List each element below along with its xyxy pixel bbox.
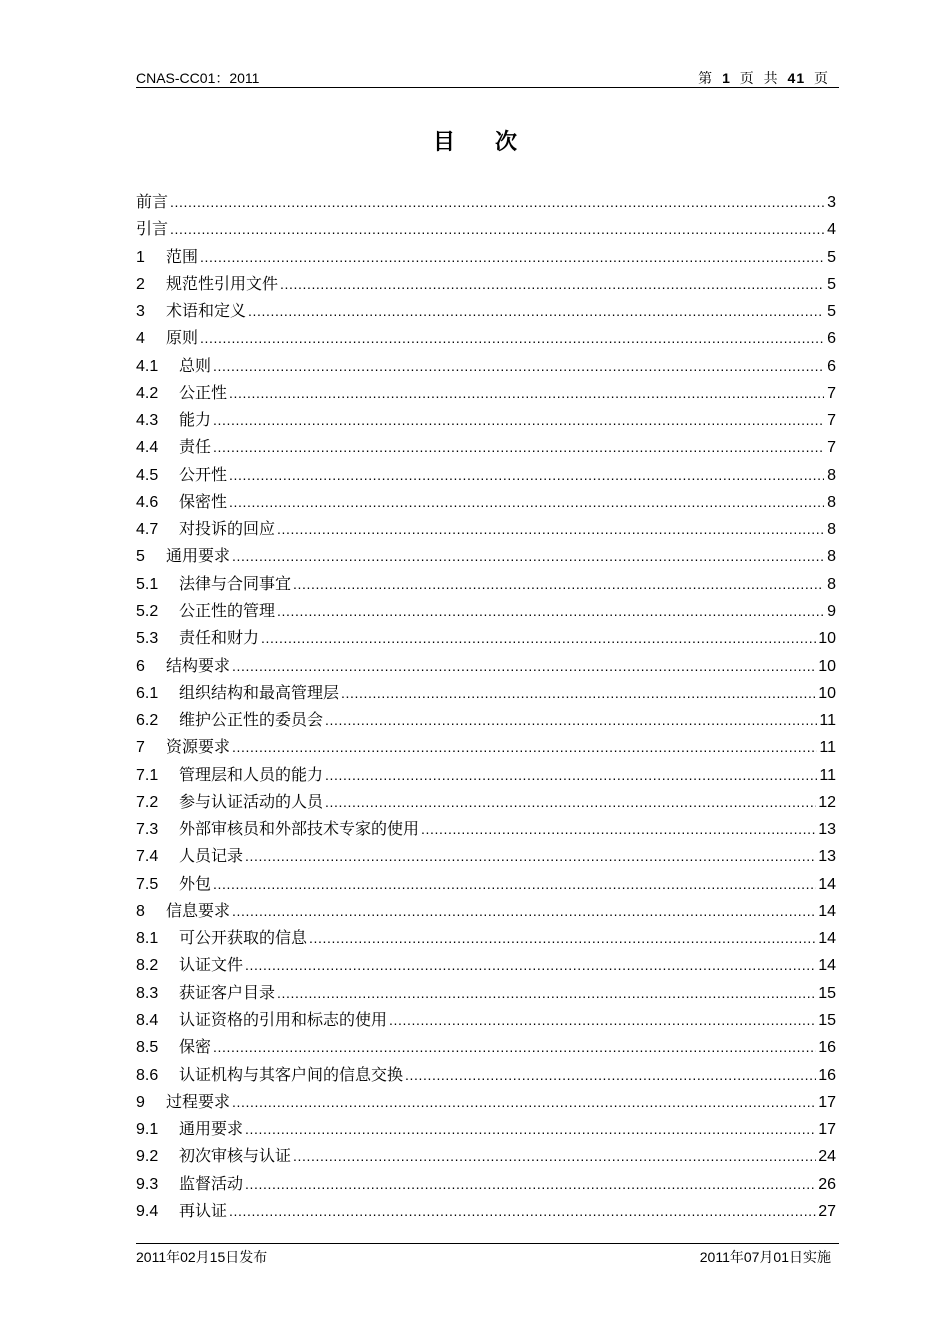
toc-entry-title: 前言 (136, 192, 169, 211)
dot-leader (213, 434, 824, 461)
dot-leader (232, 653, 816, 680)
dot-leader (261, 625, 816, 652)
toc-entry[interactable] (136, 924, 836, 951)
dot-leader (277, 598, 824, 625)
toc-entry-title: 范围 (166, 246, 199, 266)
dot-leader (245, 843, 816, 870)
dot-leader (170, 189, 824, 216)
toc-entry-title: 公开性 (179, 464, 228, 484)
dot-leader (200, 244, 824, 271)
dot-leader (232, 898, 816, 925)
toc-entry[interactable] (136, 951, 836, 978)
toc-entry-title: 参与认证活动的人员 (179, 791, 324, 811)
toc-entry[interactable] (136, 652, 836, 679)
toc-entry-title: 通用要求 (166, 546, 231, 566)
toc-entry-page: 9 (827, 602, 836, 620)
page-footer (136, 1243, 839, 1265)
toc-entry-title: 公正性的管理 (179, 600, 276, 620)
toc-entry[interactable] (136, 1197, 836, 1224)
page-word-gong: 共 (763, 70, 779, 86)
toc-entry-title: 引言 (136, 219, 169, 239)
toc-entry-number: 4.5 (136, 466, 159, 484)
toc-entry[interactable] (136, 761, 836, 788)
toc-entry-title: 组织结构和最高管理层 (179, 682, 340, 702)
toc-entry[interactable] (136, 733, 836, 760)
page-word-ye-2: 页 (814, 70, 829, 86)
toc-entry-page: 14 (818, 957, 836, 975)
toc-entry-title: 责任 (179, 437, 212, 457)
toc-entry-title: 通用要求 (179, 1119, 244, 1139)
toc-entry-number: 8.2 (136, 957, 159, 975)
page-word-ye: 页 (739, 70, 755, 86)
toc-entry-number: 9.2 (136, 1148, 159, 1166)
dot-leader (229, 1198, 816, 1225)
toc-entry-page: 8 (827, 548, 836, 566)
toc-entry-number: 8.5 (136, 1039, 159, 1057)
toc-entry-title: 规范性引用文件 (166, 273, 279, 293)
dot-leader (248, 298, 824, 325)
toc-entry-page: 17 (818, 1093, 836, 1111)
toc-entry[interactable] (136, 515, 836, 542)
toc-entry-number: 4.2 (136, 384, 159, 402)
toc-entry-title: 认证文件 (179, 955, 244, 975)
toc-entry[interactable] (136, 406, 836, 433)
dot-leader (229, 489, 824, 516)
page-title: 目次 (432, 130, 557, 155)
toc-entry[interactable] (136, 679, 836, 706)
toc-entry-title: 监督活动 (179, 1173, 244, 1193)
toc-entry-number: 4 (136, 330, 145, 348)
toc-entry[interactable] (136, 324, 836, 351)
toc-entry-title: 外包 (179, 873, 212, 893)
toc-entry-page: 7 (827, 412, 836, 430)
toc-entry-number: 8 (136, 902, 145, 920)
dot-leader (232, 734, 817, 761)
toc-entry-title: 再认证 (179, 1200, 228, 1220)
dot-leader (341, 680, 816, 707)
dot-leader (277, 980, 816, 1007)
toc-entry-page: 11 (819, 712, 836, 730)
toc-entry-page: 15 (818, 1011, 836, 1029)
toc-entry[interactable] (136, 379, 836, 406)
dot-leader (229, 380, 824, 407)
toc-entry-page: 10 (818, 684, 836, 702)
dot-leader (421, 816, 816, 843)
toc-entry-title: 认证机构与其客户间的信息交换 (179, 1064, 404, 1084)
toc-entry-number: 6.1 (136, 684, 159, 702)
toc-entry-number: 4.7 (136, 521, 159, 539)
toc-entry-title: 信息要求 (166, 900, 231, 920)
toc-entry[interactable] (136, 570, 836, 597)
page-header (136, 66, 839, 88)
toc-entry-number: 5.2 (136, 602, 159, 620)
dot-leader (170, 216, 824, 243)
toc-entry-page: 8 (827, 575, 836, 593)
document-id: CNAS-CC01：2011 (136, 70, 260, 86)
toc-entry-page: 26 (818, 1175, 836, 1193)
dot-leader (229, 462, 824, 489)
toc-entry-page: 16 (818, 1066, 836, 1084)
toc-entry[interactable] (136, 352, 836, 379)
toc-entry[interactable] (136, 1061, 836, 1088)
toc-entry[interactable] (136, 979, 836, 1006)
toc-entry-number: 5.3 (136, 630, 159, 648)
toc-entry[interactable] (136, 433, 836, 460)
toc-entry[interactable] (136, 270, 836, 297)
toc-entry-page: 8 (827, 493, 836, 511)
toc-entry-title: 认证资格的引用和标志的使用 (179, 1009, 388, 1029)
toc-entry[interactable] (136, 788, 836, 815)
toc-entry-page: 10 (818, 657, 836, 675)
toc-entry-number: 8.4 (136, 1011, 159, 1029)
total-page-count: 41 (787, 70, 806, 86)
toc-entry-title: 资源要求 (166, 737, 231, 757)
effective-date: 2011年07月01日实施 (699, 1249, 831, 1265)
dot-leader (277, 516, 824, 543)
toc-entry-title: 原则 (166, 328, 199, 348)
toc-entry-title: 法律与合同事宜 (179, 573, 292, 593)
toc-entry-number: 4.3 (136, 412, 159, 430)
dot-leader (293, 1143, 816, 1170)
publish-date: 2011年02月15日发布 (136, 1249, 268, 1265)
dot-leader (245, 952, 816, 979)
toc-entry-number: 9 (136, 1093, 145, 1111)
toc-entry-number: 6 (136, 657, 145, 675)
toc-entry-page: 13 (818, 821, 836, 839)
toc-entry-number: 9.4 (136, 1202, 159, 1220)
toc-entry-title: 保密 (179, 1037, 212, 1057)
toc-entry[interactable] (136, 597, 836, 624)
toc-entry-page: 27 (818, 1202, 836, 1220)
toc-entry-title: 对投诉的回应 (179, 519, 276, 539)
dot-leader (245, 1116, 816, 1143)
toc-entry-page: 11 (819, 739, 836, 757)
toc-entry-number: 8.6 (136, 1066, 159, 1084)
dot-leader (232, 1089, 816, 1116)
toc-entry[interactable] (136, 1115, 836, 1142)
toc-entry[interactable] (136, 1006, 836, 1033)
toc-entry[interactable] (136, 188, 836, 215)
toc-entry-page: 24 (818, 1148, 836, 1166)
toc-entry[interactable] (136, 488, 836, 515)
toc-entry-title: 责任和财力 (179, 628, 260, 648)
toc-entry-page: 5 (827, 275, 836, 293)
dot-leader (309, 925, 816, 952)
toc-entry-title: 术语和定义 (166, 301, 247, 321)
toc-entry-number: 9.3 (136, 1175, 159, 1193)
dot-leader (232, 543, 824, 570)
toc-entry-number: 6.2 (136, 712, 159, 730)
table-of-contents (136, 188, 836, 1224)
dot-leader (200, 325, 824, 352)
toc-entry-page: 4 (827, 221, 836, 239)
toc-entry-page: 6 (827, 330, 836, 348)
toc-entry-title: 获证客户目录 (179, 982, 276, 1002)
toc-entry-title: 可公开获取的信息 (179, 928, 308, 948)
toc-entry-number: 1 (136, 248, 145, 266)
toc-entry[interactable] (136, 1142, 836, 1169)
current-page-number: 1 (722, 70, 731, 86)
dot-leader (213, 353, 824, 380)
toc-entry-title: 公正性 (179, 382, 228, 402)
toc-entry[interactable] (136, 542, 836, 569)
toc-entry-number: 7.5 (136, 875, 159, 893)
toc-entry-title: 初次审核与认证 (179, 1146, 292, 1166)
toc-entry-number: 5.1 (136, 575, 159, 593)
toc-entry-page: 12 (818, 793, 836, 811)
toc-entry-number: 2 (136, 275, 145, 293)
toc-entry[interactable] (136, 297, 836, 324)
dot-leader (213, 407, 824, 434)
toc-entry-page: 16 (818, 1039, 836, 1057)
toc-entry-number: 7.4 (136, 848, 159, 866)
toc-entry-page: 7 (827, 384, 836, 402)
toc-entry[interactable] (136, 215, 836, 242)
toc-entry[interactable] (136, 1033, 836, 1060)
toc-entry-page: 14 (818, 902, 836, 920)
dot-leader (325, 762, 817, 789)
dot-leader (280, 271, 824, 298)
toc-entry-number: 7.1 (136, 766, 159, 784)
toc-entry-number: 4.4 (136, 439, 159, 457)
toc-entry-page: 14 (818, 875, 836, 893)
toc-entry-number: 7.2 (136, 793, 159, 811)
page-word-di: 第 (698, 70, 714, 86)
toc-entry-number: 7 (136, 739, 145, 757)
toc-entry-page: 5 (827, 303, 836, 321)
toc-entry[interactable] (136, 243, 836, 270)
toc-entry-title: 结构要求 (166, 655, 231, 675)
toc-entry-number: 3 (136, 303, 145, 321)
dot-leader (325, 789, 816, 816)
dot-leader (213, 871, 816, 898)
toc-entry[interactable] (136, 706, 836, 733)
toc-entry-page: 6 (827, 357, 836, 375)
toc-entry-number: 8.3 (136, 984, 159, 1002)
dot-leader (325, 707, 817, 734)
toc-entry-title: 管理层和人员的能力 (179, 764, 324, 784)
toc-entry-title: 外部审核员和外部技术专家的使用 (179, 819, 420, 839)
dot-leader (389, 1007, 816, 1034)
toc-entry-number: 5 (136, 548, 145, 566)
toc-entry-number: 8.1 (136, 930, 159, 948)
toc-entry-page: 17 (818, 1121, 836, 1139)
toc-entry-title: 人员记录 (179, 846, 244, 866)
toc-entry-title: 总则 (179, 355, 212, 375)
toc-entry-page: 8 (827, 466, 836, 484)
toc-entry-page: 5 (827, 248, 836, 266)
toc-entry-page: 14 (818, 930, 836, 948)
toc-entry[interactable] (136, 815, 836, 842)
dot-leader (245, 1171, 816, 1198)
toc-entry-title: 维护公正性的委员会 (179, 710, 324, 730)
toc-entry-title: 过程要求 (166, 1091, 231, 1111)
toc-entry-number: 4.1 (136, 357, 159, 375)
toc-entry[interactable] (136, 1088, 836, 1115)
toc-entry-page: 10 (818, 630, 836, 648)
dot-leader (213, 1034, 816, 1061)
toc-entry[interactable] (136, 624, 836, 651)
toc-entry-number: 7.3 (136, 821, 159, 839)
toc-entry[interactable] (136, 842, 836, 869)
toc-entry-page: 11 (819, 766, 836, 784)
toc-entry[interactable] (136, 870, 836, 897)
toc-entry-page: 13 (818, 848, 836, 866)
dot-leader (405, 1062, 816, 1089)
toc-entry-page: 8 (827, 521, 836, 539)
toc-entry-page: 3 (827, 194, 836, 211)
toc-entry-number: 9.1 (136, 1121, 159, 1139)
page-indicator (696, 68, 831, 88)
toc-entry-title: 保密性 (179, 491, 228, 511)
toc-entry-number: 4.6 (136, 493, 159, 511)
toc-entry[interactable] (136, 897, 836, 924)
toc-entry-page: 15 (818, 984, 836, 1002)
dot-leader (293, 571, 824, 598)
toc-entry-title: 能力 (179, 410, 212, 430)
toc-entry[interactable] (136, 461, 836, 488)
toc-entry[interactable] (136, 1170, 836, 1197)
toc-entry-page: 7 (827, 439, 836, 457)
